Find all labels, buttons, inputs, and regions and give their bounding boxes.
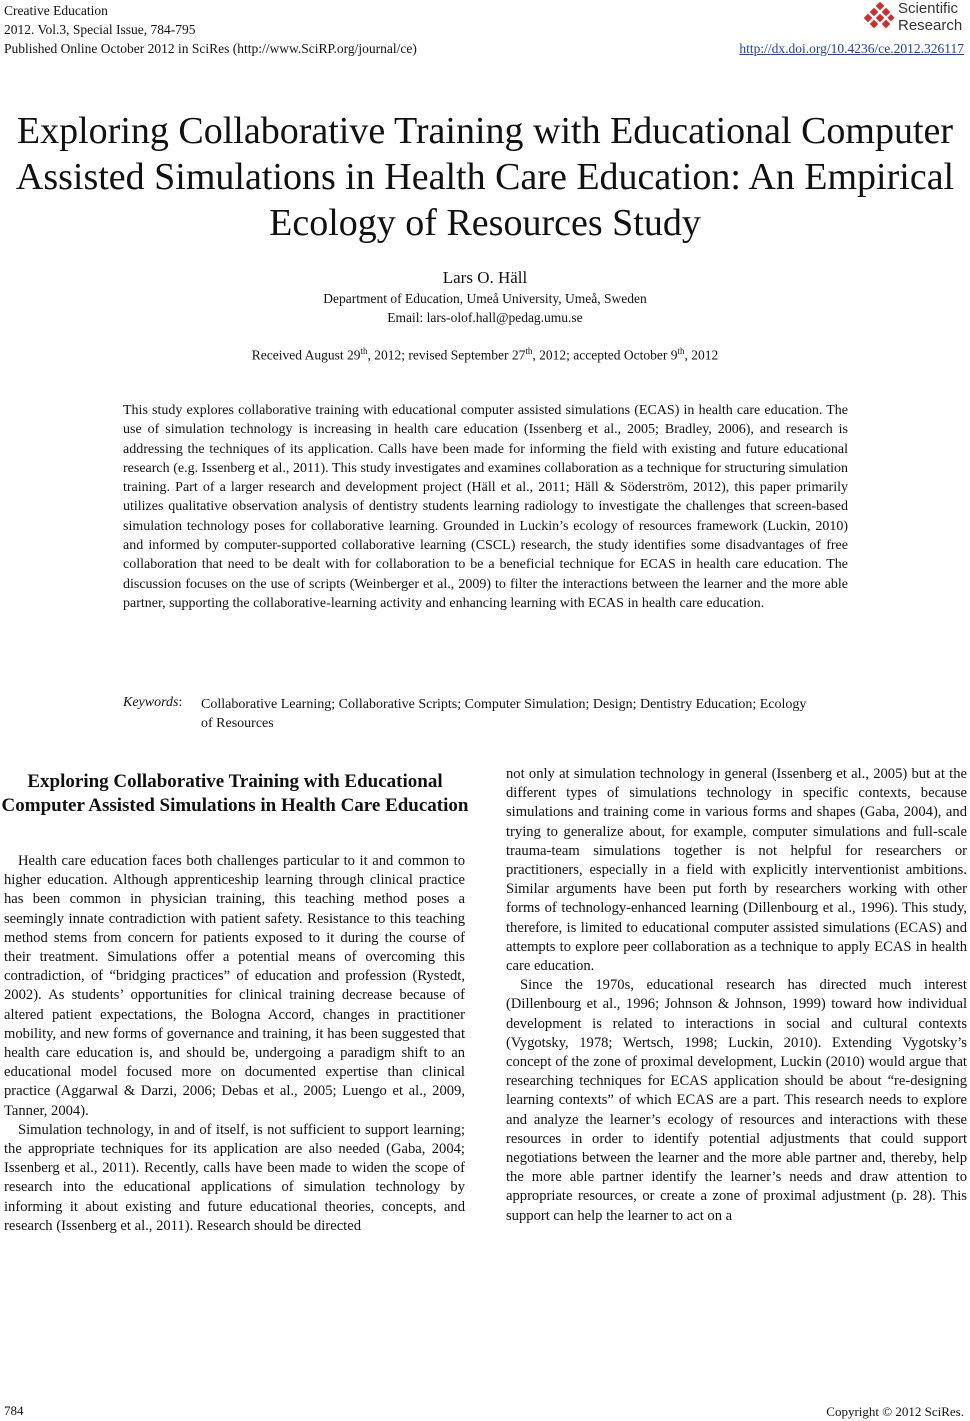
keywords-list: Collaborative Learning; Collaborative Scripts; Computer Simulation; Design; Dentistry Education; Ecology of Resources <box>201 697 807 732</box>
keywords-label-text: Keywords <box>123 695 179 710</box>
revised-text: , 2012; revised September 27 <box>367 347 526 363</box>
received-dates <box>0 346 970 364</box>
paragraph: Since the 1970s, educational research has directed much interest (Dillenbourg et al., 1996; Johnson & Johnson, 1999) toward how individual development is related to interactions in social and cultural contexts (Vygotsky, 1978; Wertsch, 1998; Luckin, 2010). Extending Vygotsky’s concept of the zone of proximal development, Luckin (2010) would argue that researching techniques for ECAS application should be about “re-designing learning contexts” of which ECAS are a part. This research needs to explore and analyze the learner’s ecology of resources and interactions with these resources in order to identify potential adjustments that could support negotiations between the learner and the more able partner and, thereby, help the more able partner identify the learner’s needs and draw attention to appropriate resources, or create a zone of proximal adjustment (p. 28). This support can help the learner to act on a <box>506 977 967 1224</box>
doi-link[interactable]: http://dx.doi.org/10.4236/ce.2012.326117 <box>739 41 964 56</box>
left-column <box>4 852 465 1236</box>
revised-sup: th <box>525 346 533 356</box>
journal-name: Creative Education <box>4 3 108 18</box>
page-number: 784 <box>4 1403 24 1418</box>
received-text: Received August 29 <box>251 347 361 363</box>
logo-text-scientific: Scientific <box>898 0 959 17</box>
author-affiliation: Department of Education, Umeå University, Umeå, Sweden <box>323 291 647 306</box>
diamond-logo-icon <box>864 2 896 32</box>
received-sup: th <box>360 346 368 356</box>
paper-title: Exploring Collaborative Training with Educational Computer Assisted Simulations in Health Care Education: An Empirical Ecology of Resources Study <box>15 110 955 244</box>
issue-info: 2012. Vol.3, Special Issue, 784-795 <box>4 22 196 37</box>
dates-tail: , 2012 <box>684 347 719 363</box>
section-title: Exploring Collaborative Training with Educational Computer Assisted Simulations in Health Care Education <box>1 771 469 816</box>
logo-text-research: Research <box>898 17 963 34</box>
scientific-research-logo <box>864 0 964 36</box>
author-email: Email: lars-olof.hall@pedag.umu.se <box>387 310 583 325</box>
paragraph: not only at simulation technology in general (Issenberg et al., 2005) but at the different types of simulations technology in specific contexts, because simulations and training come in various forms and shapes (Gaba, 2004), and trying to generalize about, for example, computer simulations and full-scale trauma-team simulations together is not helpful for researchers or practitioners, especially in a field with explicitly interventionist ambitions. Similar arguments have been put forth by researchers working with other forms of technology-enhanced learning (Dillenbourg et al., 1996). This study, therefore, is limited to educational computer assisted simulations (ECAS) and attempts to explore peer collaboration as a technique to apply ECAS in health care education. <box>506 766 967 975</box>
right-column <box>506 765 967 1226</box>
publication-info: Published Online October 2012 in SciRes (http://www.SciRP.org/journal/ce) <box>4 41 417 56</box>
keywords-label: Keywords: <box>123 695 183 710</box>
accepted-text: , 2012; accepted October 9 <box>532 347 678 363</box>
copyright: Copyright © 2012 SciRes. <box>826 1404 964 1419</box>
accepted-sup: th <box>677 346 685 356</box>
abstract: This study explores collaborative training with educational computer assisted simulations (ECAS) in health care education. The use of simulation technology is increasing in health care education (Issenberg et al., 2005; Bradley, 2006), and research is addressing the techniques of its application. Calls have been made for informing the field with existing and future educational research (e.g. Issenberg et al., 2011). This study investigates and examines collaboration as a technique for structuring simulation training. Part of a larger research and development project (Häll et al., 2011; Häll & Söderström, 2012), this paper primarily utilizes qualitative observation analysis of dentistry students learning radiology to investigate the challenges that screen-based simulation technology poses for collaborative learning. Grounded in Luckin’s ecology of resources framework (Luckin, 2010) and informed by computer-supported collaborative learning (CSCL) research, the study identifies some disadvantages of free collaboration that need to be dealt with for collaboration to be a beneficial technique for ECAS in health care education. The discussion focuses on the use of scripts (Weinberger et al., 2009) to filter the interactions between the learner and the more able partner, supporting the collaborative-learning activity and enhancing learning with ECAS in health care education. <box>123 403 848 611</box>
paragraph: Simulation technology, in and of itself, is not sufficient to support learning; the appropriate techniques for its application are also needed (Gaba, 2004; Issenberg et al., 2011). Recently, calls have been made to widen the scope of research into the educational applications of simulation technology by informing it about existing and future educational theories, concepts, and research (Issenberg et al., 2011). Research should be directed <box>4 1121 465 1234</box>
author-name: Lars O. Häll <box>442 268 528 287</box>
paragraph: Health care education faces both challenges particular to it and common to higher education. Although apprenticeship learning through clinical practice has been common in physician training, this teaching method poses a seemingly innate contradiction with patient safety. Resistance to this teaching method stems from concern for patients exposed to it during the course of their treatment. Simulations offer a potential means of overcoming this contradiction, of “bridging practices” of education and profession (Rystedt, 2002). As students’ opportunities for clinical training decrease because of altered patient expectations, the Bologna Accord, changes in practitioner mobility, and new forms of governance and training, it has been suggested that health care education is, and should be, undergoing a paradigm shift to an educational model focused more on documented expertise than clinical practice (Aggarwal & Darzi, 2006; Debas et al., 2005; Luengo et al., 2009, Tanner, 2004). <box>4 853 465 1119</box>
